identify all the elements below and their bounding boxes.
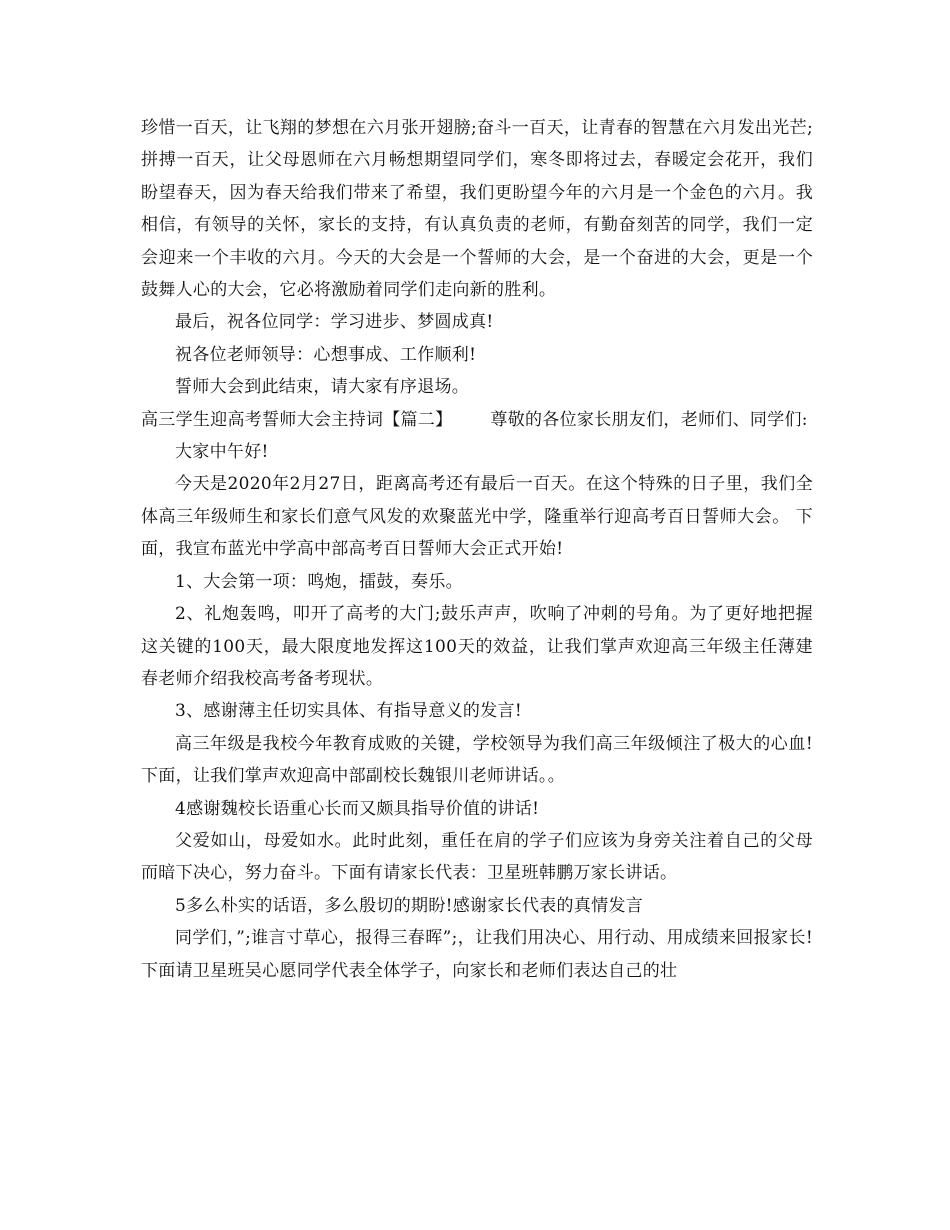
- section-heading: 高三学生迎高考誓师大会主持词【篇二】: [141, 409, 453, 430]
- paragraph-section-two: [141, 404, 813, 436]
- paragraph-item-4: 4感谢魏校长语重心长而又颇具指导价值的讲话!: [175, 798, 540, 819]
- paragraph-parents: 父爱如山，母爱如水。此时此刻，重任在肩的学子们应该为身旁关注着自己的父母而暗下决心，努力奋斗。下面有请家长代表：卫星班韩鹏万家长讲话。: [141, 830, 813, 884]
- paragraph-grade-key: 高三年级是我校今年教育成败的关键，学校领导为我们高三年级倾注了极大的心血!下面，让我们掌声欢迎高中部副校长魏银川老师讲话。。: [141, 733, 813, 787]
- paragraph-wish-students: 最后，祝各位同学：学习进步、梦圆成真!: [175, 312, 494, 333]
- paragraph-meeting-end: 誓师大会到此结束，请大家有序退场。: [175, 377, 470, 398]
- greeting-line: 尊敬的各位家长朋友们，老师们、同学们:: [490, 409, 808, 430]
- paragraph-item-5: 5多么朴实的话语，多么殷切的期盼!感谢家长代表的真情发言: [175, 895, 644, 916]
- paragraph-wish-teachers: 祝各位老师领导：心想事成、工作顺利!: [175, 344, 477, 365]
- paragraph-good-noon: 大家中午好!: [175, 442, 269, 463]
- paragraph-closing-speech: 珍惜一百天，让飞翔的梦想在六月张开翅膀;奋斗一百天，让青春的智慧在六月发出光芒;拼搏一百天，让父母恩师在六月畅想期望同学们，寒冬即将过去，春暖定会花开，我们盼望春天，因为春天给我们带来了希望，我们更盼望今年的六月是一个金色的六月。我相信，有领导的关怀，家长的支持，有认真负责的老师，有勤奋刻苦的同学，我们一定会迎来一个丰收的六月。今天的大会是一个誓师的大会，是一个奋进的大会，更是一个鼓舞人心的大会，它必将激励着同学们走向新的胜利。: [141, 118, 813, 301]
- paragraph-item-3: 3、感谢薄主任切实具体、有指导意义的发言!: [175, 701, 522, 722]
- paragraph-students-call: 同学们，”;谁言寸草心，报得三春晖”;，让我们用决心、用行动、用成绩来回报家长!下面请卫星班吴心愿同学代表全体学子，向家长和老师们表达自己的壮: [141, 928, 813, 981]
- paragraph-date-intro: 今天是2020年2月27日，距离高考还有最后一百天。在这个特殊的日子里，我们全体高三年级师生和家长们意气风发的欢聚蓝光中学，隆重举行迎高考百日誓师大会。 下面，我宣布蓝光中学高中部高考百日誓师大会正式开始!: [141, 474, 813, 560]
- paragraph-item-2: 2、礼炮轰鸣，叩开了高考的大门;鼓乐声声，吹响了冲刺的号角。为了更好地把握这关键的100天，最大限度地发挥这100天的效益，让我们掌声欢迎高三年级主任薄建春老师介绍我校高考备考现状。: [141, 604, 813, 689]
- paragraph-item-1: 1、大会第一项：鸣炮，擂鼓，奏乐。: [175, 571, 463, 592]
- document-page: [141, 112, 813, 987]
